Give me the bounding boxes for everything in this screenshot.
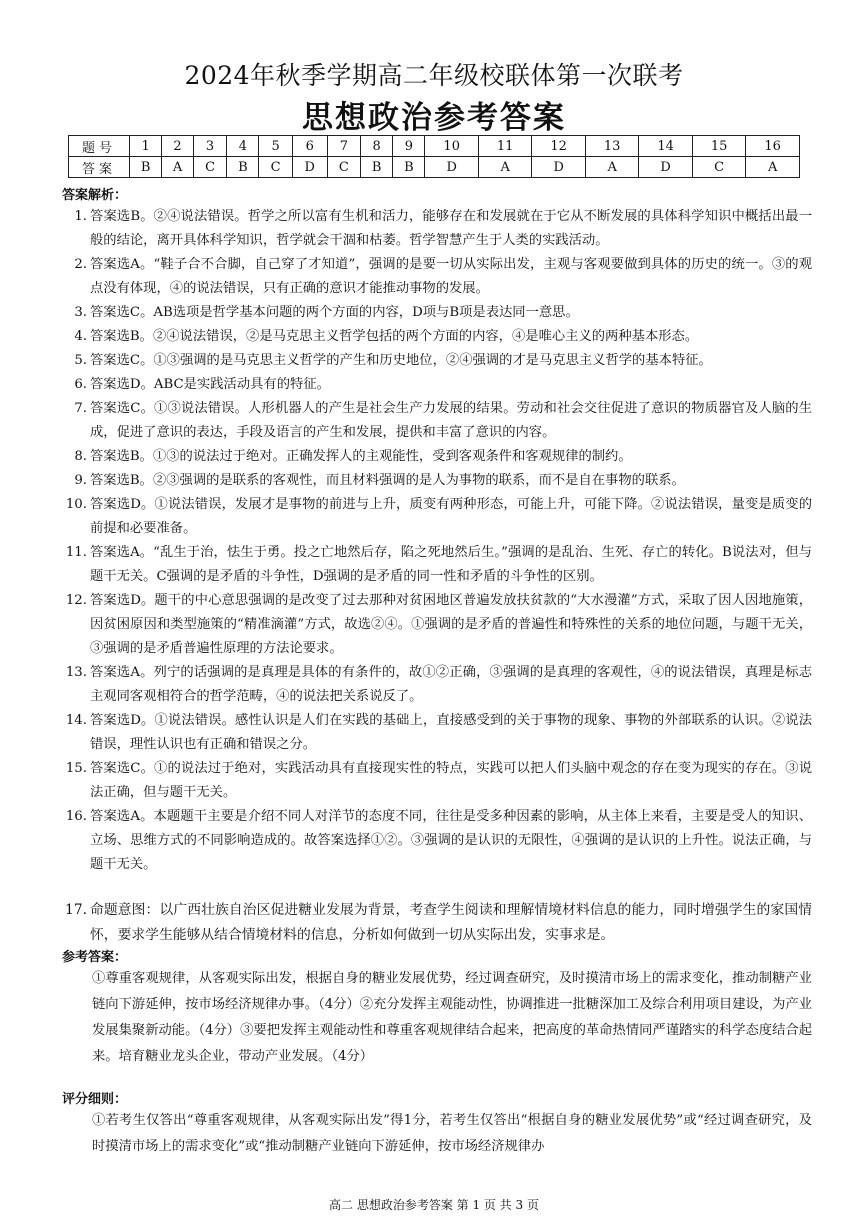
item-text: 答案选D。①说法错误。感性认识是人们在实践的基础上，直接感受到的关于事物的现象、事物的外部联系的认识。②说法错误，理性认识也有正确和错误之分。 [90,713,812,752]
item-number: 13. [65,665,87,680]
answer-cell: B [227,157,259,178]
answer-cell: D [292,157,327,178]
item-number: 10. [65,497,87,512]
question-number-cell: 12 [532,136,585,157]
analysis-item [62,709,812,757]
question-number-cell: 13 [585,136,638,157]
question-number-cell: 8 [361,136,393,157]
item-text: 答案选B。②④说法错误，②是马克思主义哲学包括的两个方面的内容，④是唯心主义的两种基本形态。 [90,329,699,344]
grading-text: ①若考生仅答出“尊重客观规律，从客观实际出发”得1分，若考生仅答出“根据自身的糖业发展优势”或“经过调查研究，及时摸清市场上的需求变化”或“推动制糖产业链向下游延伸，按市场经济规律办 [92,1113,812,1154]
answer-cell: C [327,157,360,178]
answer-cell: D [639,157,692,178]
answer-table [68,135,800,178]
item-number: 15. [65,761,87,776]
analysis-item [62,205,812,253]
reference-answer-text: ①尊重客观规律，从客观实际出发，根据自身的糖业发展优势，经过调查研究，及时摸清市场上的需求变化，推动制糖产业链向下游延伸，按市场经济规律办事。（4分）②充分发挥主观能动性，协调推进一批糖深加工及综合利用项目建设，为产业发展集聚新动能。（4分）③要把发挥主观能动性和尊重客观规律结合起来，把高度的革命热情同严谨踏实的科学态度结合起来。培育糖业龙头企业，带动产业发展。（4分） [92,971,812,1064]
analysis-item [62,325,812,349]
question-number-cell: 10 [425,136,478,157]
question-number-cell: 16 [746,136,800,157]
question-number-cell: 2 [162,136,194,157]
item-text: 答案选A。本题题干主要是介绍不同人对洋节的态度不同，往往是受多种因素的影响，从主体上来看，主要是受人的知识、立场、思维方式的不同影响造成的。故答案选择①②。③强调的是认识的无限性，④强调的是认识的上升性。说法正确，与题干无关。 [90,809,812,872]
intent-text: 命题意图：以广西壮族自治区促进糖业发展为背景，考查学生阅读和理解情境材料信息的能力，同时增强学生的家国情怀，要求学生能够从结合情境材料的信息，分析如何做到一切从实际出发，实事求是。 [90,902,812,943]
question-number-cell: 5 [259,136,292,157]
question-number-cell: 7 [327,136,360,157]
analysis-item [62,397,812,445]
exam-title: 2024年秋季学期高二年级校联体第一次联考 [184,61,684,90]
analysis-item [62,805,812,877]
item-number: 9. [74,473,87,488]
answer-cell: B [130,157,162,178]
item-number: 12. [65,593,87,608]
item-number: 4. [74,329,87,344]
question-17-intent [62,898,812,948]
answer-row [69,157,800,178]
question-number-cell: 9 [393,136,425,157]
analysis-item [62,493,812,541]
item-number: 14. [65,713,87,728]
question-number-header: 题号 [69,136,130,157]
item-number: 7. [74,401,87,416]
item-text: 答案选C。①③强调的是马克思主义哲学的产生和历史地位，②④强调的才是马克思主义哲学的基本特征。 [90,353,712,368]
document-title: 思想政治参考答案 [302,100,566,136]
item-text: 答案选D。题干的中心意思强调的是改变了过去那种对贫困地区普遍发放扶贫款的“大水漫灌”方式，采取了因人因地施策，因贫困原因和类型施策的“精准滴灌”方式，故选②④。①强调的是矛盾的普遍性和特殊性的关系的地位问题，与题干无关，③强调的是矛盾普遍性原理的方法论要求。 [90,593,812,656]
item-number: 3. [74,305,87,320]
question-number: 17. [65,902,87,918]
item-text: 答案选A。列宁的话强调的是真理是具体的有条件的，故①②正确，③强调的是真理的客观性，④的说法错误，真理是标志主观同客观相符合的哲学范畴，④的说法把关系说反了。 [90,665,812,704]
item-text: 答案选B。②④说法错误。哲学之所以富有生机和活力，能够存在和发展就在于它从不断发展的具体科学知识中概括出最一般的结论，离开具体科学知识，哲学就会干涸和枯萎。哲学智慧产生于人类的实践活动。 [90,209,812,248]
analysis-item [62,445,812,469]
item-number: 11. [65,545,87,560]
item-number: 16. [65,809,87,824]
answer-cell: D [425,157,478,178]
answer-cell: B [361,157,393,178]
analysis-item [62,301,812,325]
item-text: 答案选D。ABC是实践活动具有的特征。 [90,377,330,392]
item-text: 答案选A。“鞋子合不合脚，自己穿了才知道”，强调的是要一切从实际出发，主观与客观要做到具体的历史的统一。③的观点没有体现，④的说法错误，只有正确的意识才能推动事物的发展。 [90,257,812,296]
analysis-heading: 答案解析： [62,188,128,203]
question-number-row [69,136,800,157]
question-number-cell: 3 [193,136,226,157]
answer-cell: C [193,157,226,178]
question-number-cell: 15 [692,136,745,157]
analysis-item [62,757,812,805]
answer-cell: C [259,157,292,178]
item-number: 2. [74,257,87,272]
analysis-item [62,349,812,373]
item-number: 8. [74,449,87,464]
item-text: 答案选B。②③强调的是联系的客观性，而且材料强调的是人为事物的联系，而不是自在事物的联系。 [90,473,685,488]
item-text: 答案选A。“乱生于治，怯生于勇。投之亡地然后存，陷之死地然后生。”强调的是乱治、生死、存亡的转化。B说法对，但与题干无关。C强调的是矛盾的斗争性，D强调的是矛盾的同一性和矛盾的斗争性的区别。 [90,545,812,584]
question-number-cell: 14 [639,136,692,157]
question-number-cell: 1 [130,136,162,157]
question-number-cell: 4 [227,136,259,157]
question-number-cell: 6 [292,136,327,157]
item-text: 答案选C。①③说法错误。人形机器人的产生是社会生产力发展的结果。劳动和社会交往促进了意识的物质器官及人脑的生成，促进了意识的表达，手段及语言的产生和发展，提供和丰富了意识的内容。 [90,401,812,440]
analysis-item [62,589,812,661]
answer-cell: A [585,157,638,178]
item-number: 6. [74,377,87,392]
question-number-cell: 11 [478,136,531,157]
reference-answer-heading: 参考答案： [62,950,128,965]
item-text: 答案选C。AB选项是哲学基本问题的两个方面的内容，D项与B项是表达同一意思。 [90,305,579,320]
answer-cell: C [692,157,745,178]
grading-heading: 评分细则： [62,1092,128,1107]
item-text: 答案选B。①③的说法过于绝对。正确发挥人的主观能性，受到客观条件和客观规律的制约。 [90,449,632,464]
answer-cell: D [532,157,585,178]
item-number: 1. [74,209,87,224]
answer-cell: A [478,157,531,178]
item-number: 5. [74,353,87,368]
item-text: 答案选D。①说法错误，发展才是事物的前进与上升，质变有两种形态，可能上升，可能下降。②说法错误，量变是质变的前提和必要准备。 [90,497,812,536]
answer-header: 答案 [69,157,130,178]
analysis-item [62,373,812,397]
page-footer: 高二 思想政治参考答案 第 1 页 共 3 页 [329,1198,539,1212]
answer-cell: B [393,157,425,178]
answer-cell: A [162,157,194,178]
item-text: 答案选C。①的说法过于绝对，实践活动具有直接现实性的特点，实践可以把人们头脑中观念的存在变为现实的存在。③说法正确，但与题干无关。 [90,761,812,800]
analysis-item [62,253,812,301]
analysis-item [62,661,812,709]
analysis-item [62,469,812,493]
answer-cell: A [746,157,800,178]
analysis-item [62,541,812,589]
